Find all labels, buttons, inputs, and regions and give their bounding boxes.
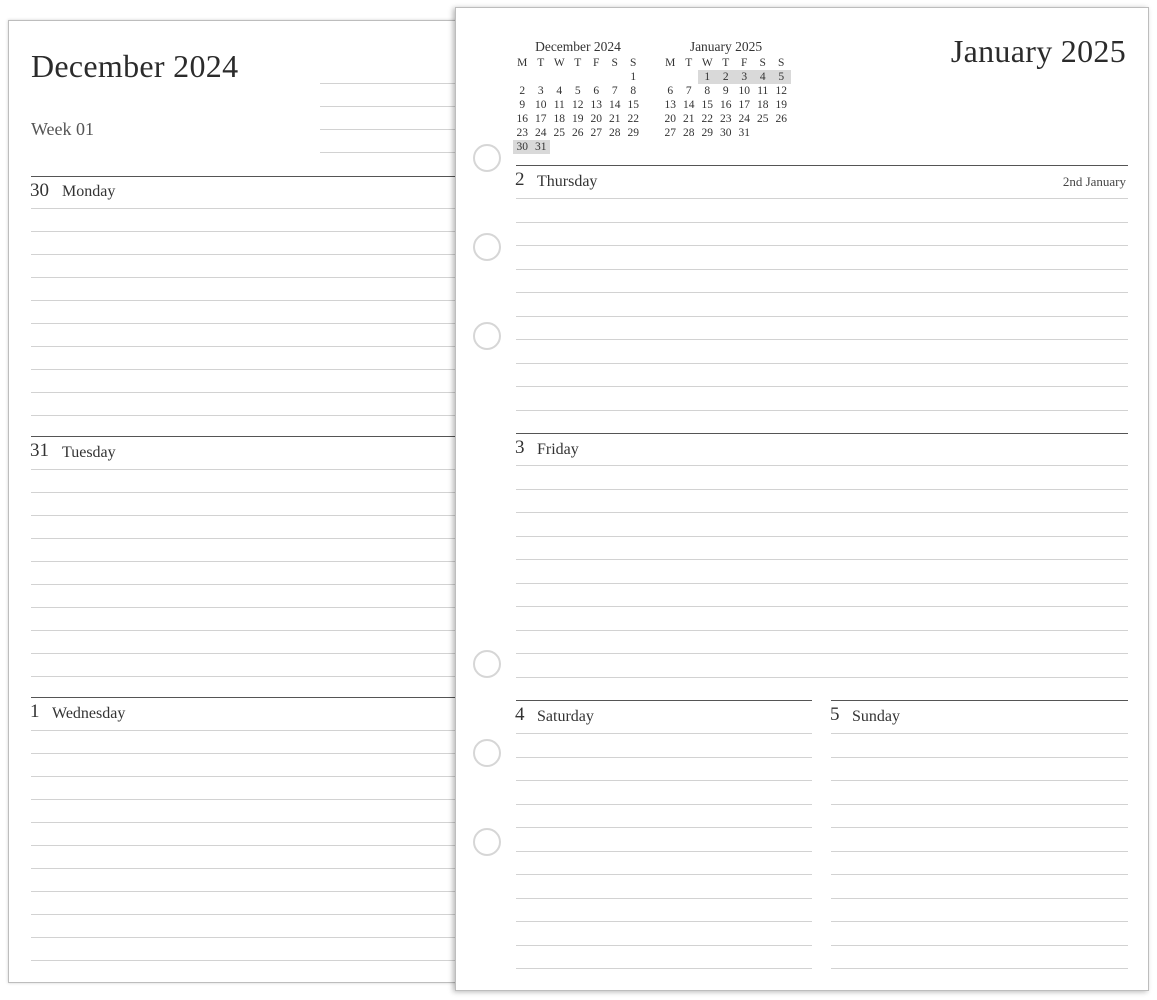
day-divider — [31, 176, 479, 177]
writing-line — [31, 730, 479, 731]
binder-hole — [473, 233, 501, 261]
day-number: 30 — [30, 180, 49, 201]
calendar-day[interactable]: 6 — [593, 85, 600, 97]
writing-line — [831, 945, 1128, 946]
writing-line — [31, 960, 479, 961]
weekday-label: S — [630, 57, 637, 69]
calendar-day[interactable]: 29 — [627, 127, 639, 139]
calendar-day[interactable]: 21 — [683, 113, 695, 125]
writing-line — [31, 653, 479, 654]
calendar-day[interactable]: 5 — [574, 85, 581, 97]
calendar-day[interactable]: 26 — [572, 127, 584, 139]
writing-line — [31, 392, 479, 393]
day-number: 31 — [30, 440, 49, 461]
writing-line — [516, 512, 1128, 513]
calendar-day[interactable]: 29 — [701, 127, 713, 139]
calendar-empty-cell — [680, 70, 699, 84]
writing-line — [516, 804, 812, 805]
calendar-day[interactable]: 12 — [775, 85, 787, 97]
left-planner-page — [8, 20, 478, 983]
calendar-day[interactable]: 25 — [553, 127, 565, 139]
calendar-day[interactable]: 25 — [757, 113, 769, 125]
writing-line — [831, 968, 1128, 969]
writing-line — [516, 559, 1128, 560]
calendar-empty-cell — [606, 70, 625, 84]
day-number: 4 — [515, 704, 525, 725]
writing-line — [831, 780, 1128, 781]
calendar-day[interactable]: 28 — [609, 127, 621, 139]
writing-line — [31, 561, 479, 562]
calendar-day[interactable]: 23 — [720, 113, 732, 125]
calendar-day[interactable]: 7 — [611, 85, 618, 97]
writing-line — [31, 676, 479, 677]
writing-line — [516, 630, 1128, 631]
calendar-empty-cell — [550, 70, 569, 84]
day-number: 3 — [515, 437, 525, 458]
writing-line — [516, 653, 1128, 654]
mini-calendar-december — [513, 38, 643, 154]
writing-line — [831, 804, 1128, 805]
calendar-day[interactable]: 19 — [775, 99, 787, 111]
binder-hole — [473, 739, 501, 767]
calendar-day[interactable]: 20 — [590, 113, 602, 125]
calendar-empty-cell — [569, 140, 588, 154]
mini-calendar-title: January 2025 — [689, 39, 763, 54]
writing-line — [31, 868, 479, 869]
calendar-day[interactable]: 30 — [720, 127, 732, 139]
calendar-day[interactable]: 3 — [735, 70, 754, 84]
calendar-day[interactable]: 9 — [722, 85, 729, 97]
calendar-empty-cell — [661, 70, 680, 84]
writing-line — [516, 339, 1128, 340]
calendar-empty-cell — [550, 140, 569, 154]
writing-line — [516, 316, 1128, 317]
calendar-day[interactable]: 14 — [683, 99, 695, 111]
calendar-empty-cell — [772, 126, 791, 140]
week-label: Week 01 — [31, 119, 95, 139]
writing-line — [31, 776, 479, 777]
writing-line — [516, 733, 812, 734]
writing-line — [31, 799, 479, 800]
mini-calendar-days — [661, 70, 791, 140]
writing-line — [31, 231, 479, 232]
writing-line — [31, 415, 479, 416]
calendar-day[interactable]: 22 — [627, 113, 639, 125]
writing-line — [31, 753, 479, 754]
calendar-empty-cell — [513, 70, 532, 84]
day-name: Tuesday — [62, 444, 116, 461]
day-name: Saturday — [537, 708, 594, 725]
calendar-day[interactable]: 31 — [532, 140, 551, 154]
weekday-label: M — [517, 57, 528, 69]
writing-line — [31, 914, 479, 915]
writing-line — [31, 937, 479, 938]
calendar-day[interactable]: 4 — [556, 85, 563, 97]
day-divider — [516, 165, 1128, 166]
writing-line — [516, 606, 1128, 607]
weekday-label: S — [778, 57, 785, 69]
calendar-day[interactable]: 13 — [664, 99, 676, 111]
writing-line — [831, 874, 1128, 875]
calendar-day[interactable]: 21 — [609, 113, 621, 125]
binder-hole — [473, 828, 501, 856]
writing-line — [516, 921, 812, 922]
weekday-label: S — [759, 57, 766, 69]
writing-line — [516, 269, 1128, 270]
mini-calendar-weekdays — [661, 56, 791, 70]
calendar-day[interactable]: 17 — [535, 113, 547, 125]
writing-line — [831, 898, 1128, 899]
day-divider — [516, 433, 1128, 434]
writing-line — [516, 780, 812, 781]
calendar-day[interactable]: 28 — [683, 127, 695, 139]
mini-calendar-days — [513, 70, 643, 154]
calendar-empty-cell — [624, 140, 643, 154]
binder-hole — [473, 650, 501, 678]
calendar-day[interactable]: 27 — [664, 127, 676, 139]
calendar-day[interactable]: 7 — [685, 85, 692, 97]
calendar-day[interactable]: 8 — [630, 85, 637, 97]
weekday-label: T — [685, 57, 693, 69]
calendar-empty-cell — [587, 140, 606, 154]
left-month-title: December 2024 — [31, 48, 239, 84]
writing-line — [516, 898, 812, 899]
writing-line — [831, 851, 1128, 852]
writing-line — [31, 630, 479, 631]
calendar-day[interactable]: 12 — [572, 99, 584, 111]
calendar-day[interactable]: 23 — [516, 127, 528, 139]
writing-line — [516, 245, 1128, 246]
date-note: 2nd January — [1062, 174, 1126, 189]
writing-line — [516, 198, 1128, 199]
calendar-day[interactable]: 20 — [664, 113, 676, 125]
day-name: Friday — [537, 441, 579, 458]
calendar-empty-cell — [569, 70, 588, 84]
writing-line — [516, 851, 812, 852]
mini-calendar-january — [661, 38, 791, 140]
writing-line — [516, 465, 1128, 466]
writing-line — [31, 492, 479, 493]
writing-line — [516, 945, 812, 946]
calendar-empty-cell — [754, 126, 773, 140]
weekday-label: S — [611, 57, 618, 69]
writing-line — [31, 254, 479, 255]
calendar-day[interactable]: 26 — [775, 113, 787, 125]
day-divider — [516, 700, 812, 701]
calendar-day[interactable]: 16 — [516, 113, 528, 125]
day-name: Monday — [62, 183, 116, 200]
calendar-day[interactable]: 31 — [738, 127, 750, 139]
day-divider — [31, 436, 479, 437]
calendar-day[interactable]: 4 — [754, 70, 773, 84]
writing-line — [31, 515, 479, 516]
calendar-day[interactable]: 15 — [627, 99, 639, 111]
writing-line — [31, 346, 479, 347]
calendar-day[interactable]: 6 — [667, 85, 674, 97]
day-number: 1 — [30, 701, 40, 722]
writing-line — [516, 968, 812, 969]
weekday-label: F — [593, 57, 600, 69]
day-divider — [31, 697, 479, 698]
calendar-day[interactable]: 11 — [553, 99, 565, 111]
calendar-day[interactable]: 1 — [698, 70, 717, 84]
day-name: Wednesday — [52, 705, 126, 722]
writing-line — [31, 845, 479, 846]
writing-line — [516, 222, 1128, 223]
writing-line — [31, 538, 479, 539]
day-divider — [831, 700, 1128, 701]
calendar-day[interactable]: 2 — [717, 70, 736, 84]
writing-line — [516, 536, 1128, 537]
writing-line — [831, 827, 1128, 828]
writing-line — [31, 300, 479, 301]
calendar-empty-cell — [587, 70, 606, 84]
writing-line — [31, 584, 479, 585]
writing-line — [31, 891, 479, 892]
writing-line — [31, 323, 479, 324]
weekday-label: T — [537, 57, 545, 69]
writing-line — [831, 921, 1128, 922]
writing-line — [516, 292, 1128, 293]
right-month-title: January 2025 — [950, 33, 1126, 69]
calendar-day[interactable]: 16 — [720, 99, 732, 111]
writing-line — [516, 363, 1128, 364]
day-number: 5 — [830, 704, 840, 725]
writing-line — [831, 757, 1128, 758]
calendar-day[interactable]: 8 — [704, 85, 711, 97]
writing-line — [516, 489, 1128, 490]
calendar-day[interactable]: 11 — [757, 85, 769, 97]
calendar-day[interactable]: 10 — [738, 85, 750, 97]
day-name: Thursday — [537, 173, 598, 190]
weekday-label: T — [574, 57, 582, 69]
writing-line — [31, 369, 479, 370]
calendar-day[interactable]: 2 — [519, 85, 526, 97]
calendar-day[interactable]: 22 — [701, 113, 713, 125]
writing-line — [516, 874, 812, 875]
calendar-day[interactable]: 30 — [513, 140, 532, 154]
calendar-day[interactable]: 24 — [738, 113, 750, 125]
calendar-day[interactable]: 3 — [537, 85, 544, 97]
writing-line — [516, 386, 1128, 387]
writing-line — [31, 607, 479, 608]
writing-line — [31, 822, 479, 823]
calendar-day[interactable]: 10 — [535, 99, 547, 111]
calendar-empty-cell — [532, 70, 551, 84]
calendar-day[interactable]: 17 — [738, 99, 750, 111]
calendar-day[interactable]: 13 — [590, 99, 602, 111]
calendar-day[interactable]: 19 — [572, 113, 584, 125]
binder-hole — [473, 322, 501, 350]
writing-line — [516, 583, 1128, 584]
writing-line — [516, 410, 1128, 411]
calendar-empty-cell — [606, 140, 625, 154]
writing-line — [31, 277, 479, 278]
calendar-day[interactable]: 15 — [701, 99, 713, 111]
weekday-label: M — [665, 57, 676, 69]
writing-line — [31, 469, 479, 470]
day-name: Sunday — [852, 708, 900, 725]
binder-hole — [473, 144, 501, 172]
right-planner-page — [455, 7, 1149, 991]
calendar-day[interactable]: 9 — [519, 99, 526, 111]
weekday-label: T — [722, 57, 730, 69]
weekday-label: W — [701, 57, 713, 69]
mini-calendar-weekdays — [513, 56, 643, 70]
calendar-day[interactable]: 18 — [757, 99, 769, 111]
calendar-day[interactable]: 24 — [535, 127, 547, 139]
mini-calendar-title: December 2024 — [535, 39, 621, 54]
calendar-day[interactable]: 18 — [553, 113, 565, 125]
calendar-day[interactable]: 27 — [590, 127, 602, 139]
writing-line — [516, 827, 812, 828]
writing-line — [516, 677, 1128, 678]
writing-line — [31, 208, 479, 209]
writing-line — [516, 757, 812, 758]
day-number: 2 — [515, 169, 525, 190]
calendar-day[interactable]: 5 — [772, 70, 791, 84]
writing-line — [831, 733, 1128, 734]
calendar-day[interactable]: 14 — [609, 99, 621, 111]
weekday-label: F — [741, 57, 748, 69]
calendar-day[interactable]: 1 — [630, 71, 637, 83]
weekday-label: W — [553, 57, 565, 69]
